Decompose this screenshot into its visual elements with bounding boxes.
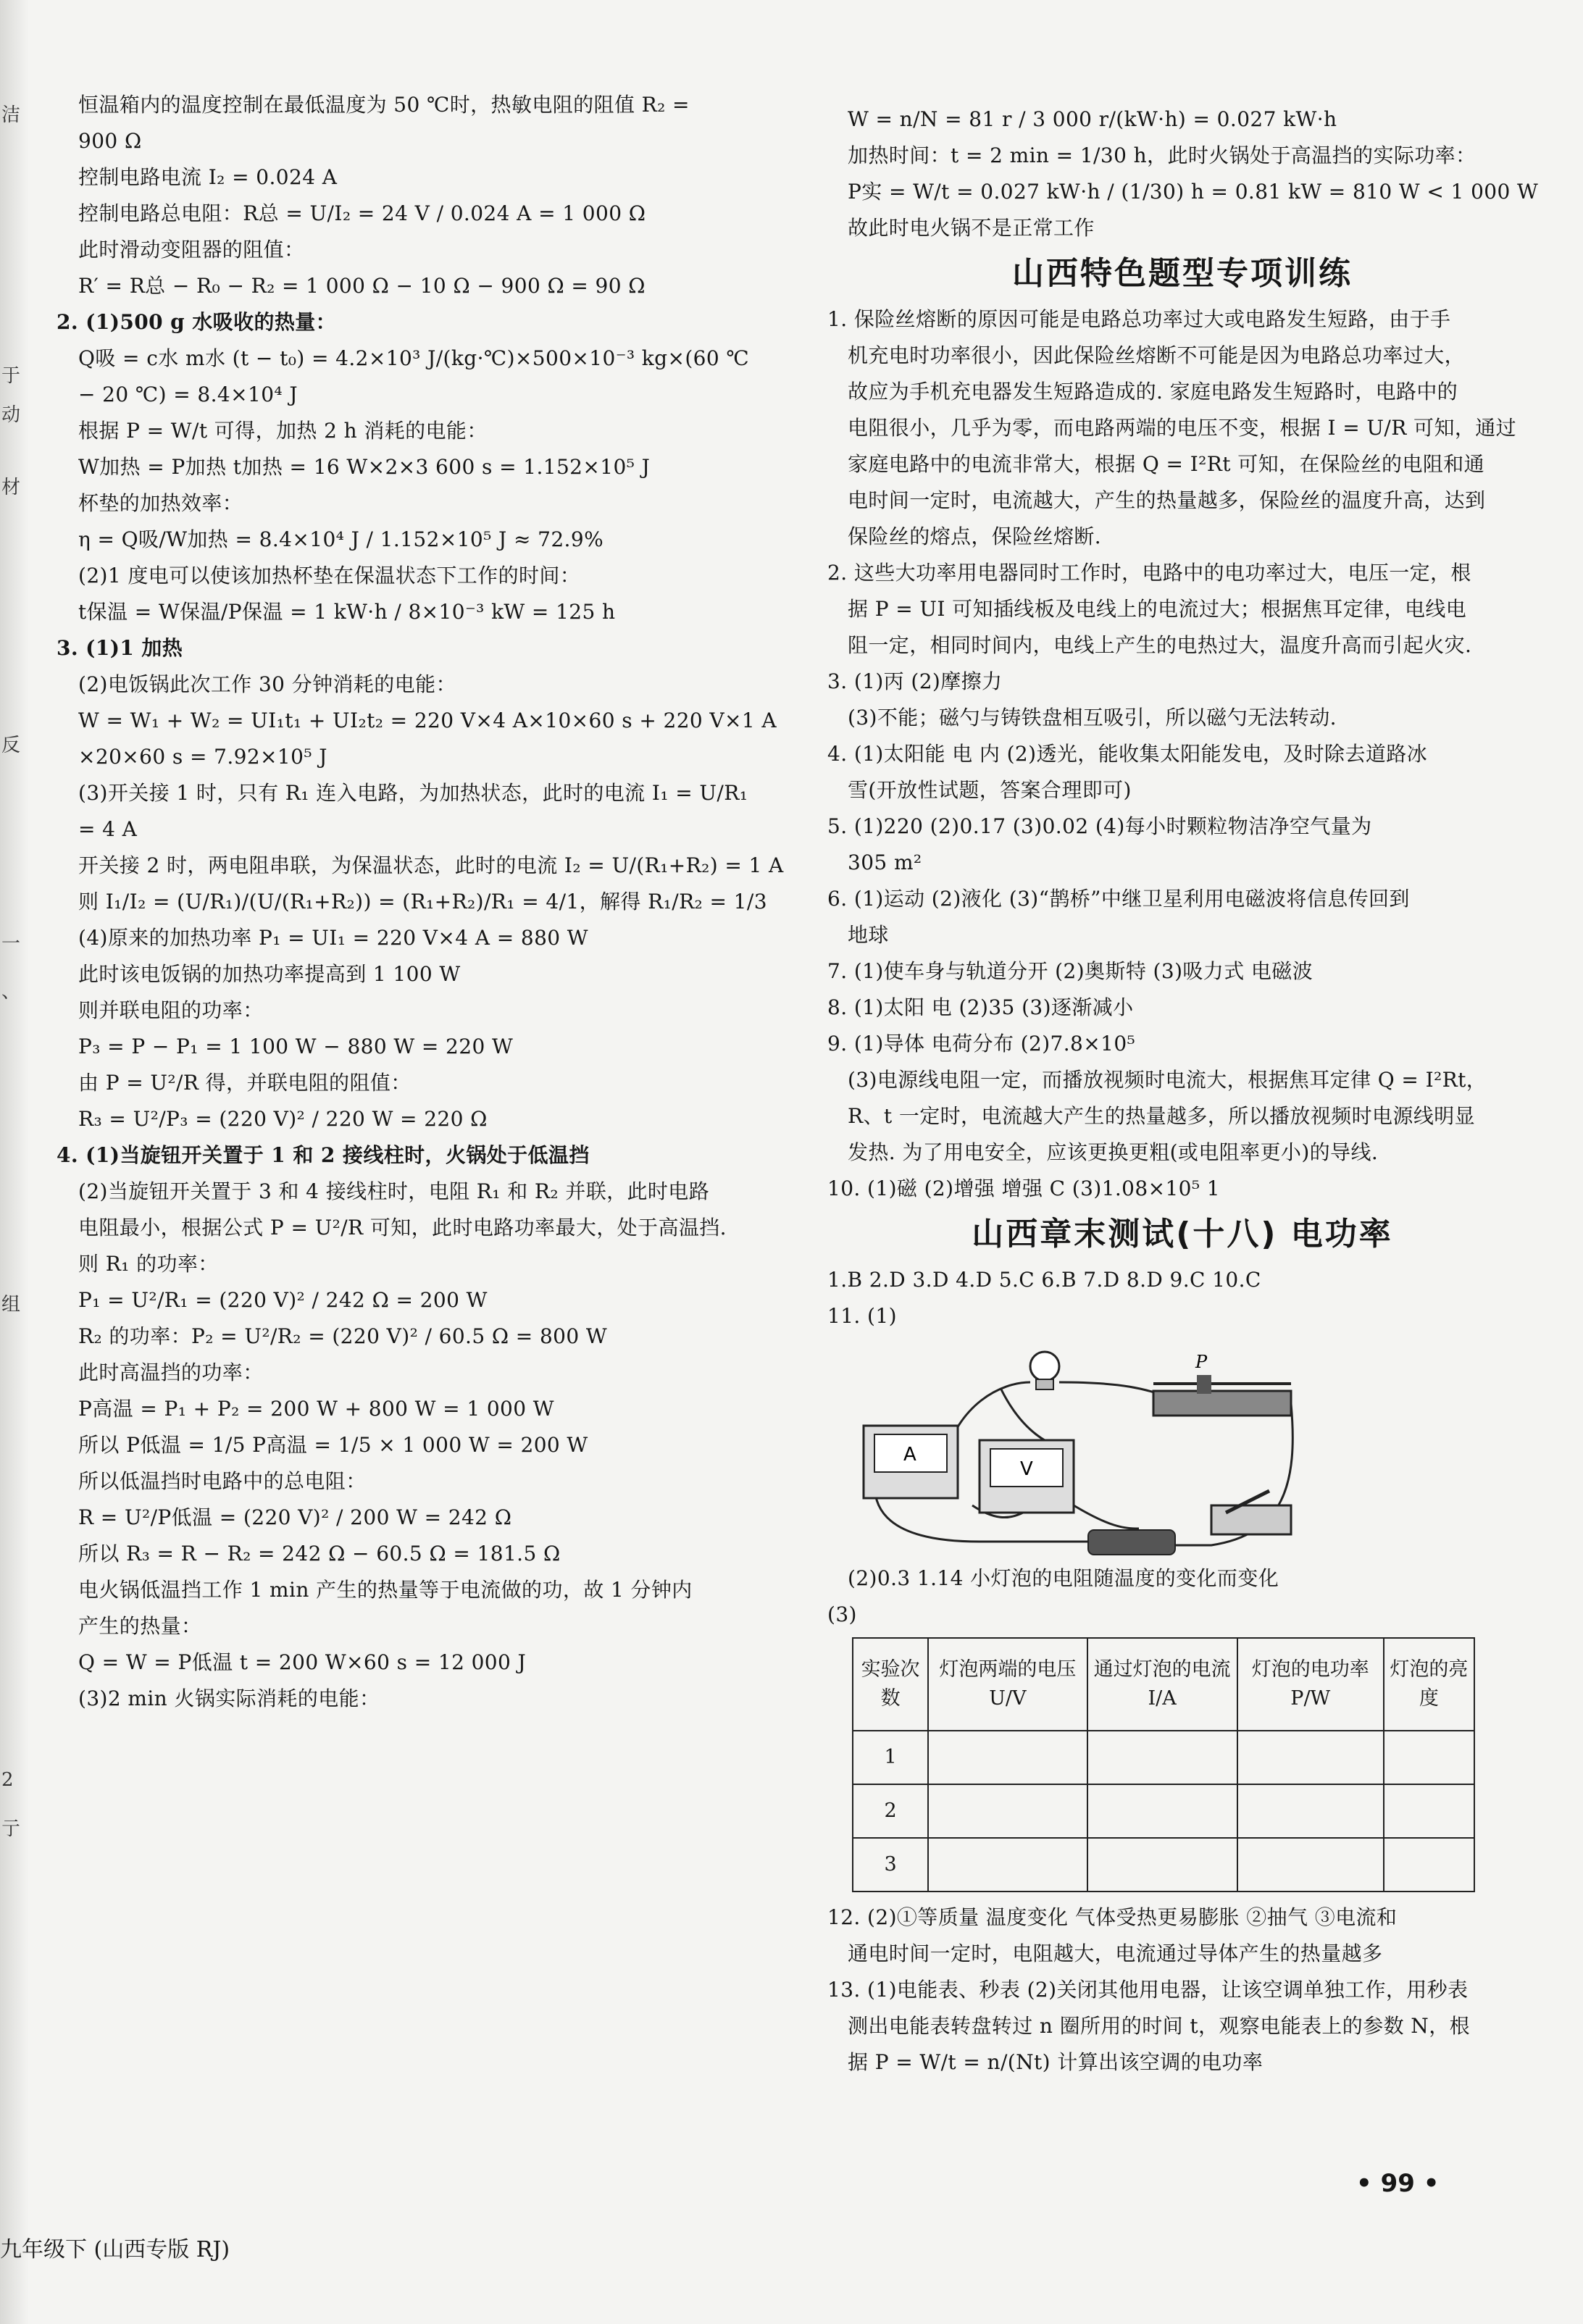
- text-line: 13. (1)电能表、秒表 (2)关闭其他用电器，让该空调单独工作，用秒表: [827, 1978, 1469, 2002]
- table-row: [853, 1784, 1474, 1838]
- section-heading-special-training: 山西特色题型专项训练: [1012, 255, 1353, 292]
- table-header: 实验次数: [853, 1638, 928, 1731]
- table-header-row: [853, 1638, 1474, 1731]
- text-line: 900 Ω: [78, 129, 142, 153]
- text-line: 通电时间一定时，电阻越大，电流通过导体产生的热量越多: [848, 1941, 1383, 1965]
- voltmeter-label: V: [1020, 1458, 1033, 1480]
- text-line: 产生的热量：: [78, 1614, 202, 1638]
- margin-char: 动: [1, 404, 21, 426]
- table-header: 灯泡的亮度: [1384, 1638, 1474, 1731]
- table-cell: [1237, 1731, 1384, 1784]
- text-line: 9. (1)导体 电荷分布 (2)7.8×10⁵: [827, 1032, 1136, 1056]
- text-line: 发热. 为了用电安全，应该更换更粗(或电阻率更小)的导线.: [848, 1140, 1379, 1164]
- question-2: 2. (1)500 g 水吸收的热量：: [57, 310, 337, 334]
- question-11-part3-label: (3): [827, 1602, 857, 1626]
- text-line: 10. (1)磁 (2)增强 增强 C (3)1.08×10⁵ 1: [827, 1176, 1221, 1200]
- voltmeter-icon: [980, 1440, 1074, 1513]
- text-line: 305 m²: [848, 850, 922, 874]
- text-line: 6. (1)运动 (2)液化 (3)“鹊桥”中继卫星利用电磁波将信息传回到: [827, 887, 1410, 911]
- right-column: [806, 101, 1559, 2081]
- battery-icon: [1088, 1530, 1175, 1555]
- table-header: 灯泡的电功率 P/W: [1237, 1638, 1384, 1731]
- text-line: (2)1 度电可以使该加热杯垫在保温状态下工作的时间：: [78, 564, 581, 588]
- text-line: 电火锅低温挡工作 1 min 产生的热量等于电流做的功，故 1 分钟内: [78, 1578, 693, 1602]
- text-line: 电阻很小，几乎为零，而电路两端的电压不变，根据 I = U/R 可知，通过: [848, 416, 1517, 440]
- circuit-diagram-drawing: [835, 1339, 1298, 1556]
- table-row: [853, 1838, 1474, 1892]
- text-line: 所以 R₃ = R − R₂ = 242 Ω − 60.5 Ω = 181.5 Ω: [78, 1542, 561, 1566]
- text-line: P实 = W/t = 0.027 kW·h / (1/30) h = 0.81 kW = 810 W < 1 000 W: [848, 180, 1539, 204]
- text-line: (3)不能；磁勺与铸铁盘相互吸引，所以磁勺无法转动.: [848, 706, 1337, 730]
- text-line: 开关接 2 时，两电阻串联，为保温状态，此时的电流 I₂ = U/(R₁+R₂) = 1 A: [78, 853, 784, 877]
- text-line: P高温 = P₁ + P₂ = 200 W + 800 W = 1 000 W: [78, 1397, 554, 1421]
- text-line: 阻一定，相同时间内，电线上产生的电热过大，温度升高而引起火灾.: [848, 633, 1472, 657]
- section-heading-chapter-test: 山西章末测试(十八) 电功率: [972, 1216, 1393, 1253]
- text-line: = 4 A: [78, 817, 138, 841]
- text-line: 则 I₁/I₂ = (U/R₁)/(U/(R₁+R₂)) = (R₁+R₂)/R₁ = 4/1，解得 R₁/R₂ = 1/3: [78, 890, 767, 914]
- text-line: 杯垫的加热效率：: [78, 491, 243, 515]
- text-line: ×20×60 s = 7.92×10⁵ J: [78, 745, 327, 769]
- rheostat-icon: [1153, 1352, 1291, 1416]
- text-line: (3)开关接 1 时，只有 R₁ 连入电路，为加热状态，此时的电流 I₁ = U/R₁: [78, 781, 748, 805]
- text-line: (4)原来的加热功率 P₁ = UI₁ = 220 V×4 A = 880 W: [78, 926, 588, 950]
- switch-icon: [1211, 1491, 1291, 1534]
- table-cell: 1: [853, 1731, 928, 1784]
- page-binding-edge: [0, 0, 29, 2324]
- text-line: 所以低温挡时电路中的总电阻：: [78, 1469, 367, 1493]
- question-4: 4. (1)当旋钮开关置于 1 和 2 接线柱时，火锅处于低温挡: [57, 1143, 590, 1167]
- text-line: − 20 ℃) = 8.4×10⁴ J: [78, 383, 298, 406]
- text-line: 8. (1)太阳 电 (2)35 (3)逐渐减小: [827, 995, 1134, 1019]
- margin-char: 洁: [1, 104, 21, 126]
- text-line: 家庭电路中的电流非常大，根据 Q = I²Rt 可知，在保险丝的电阻和通: [848, 452, 1485, 476]
- text-line: t保温 = W保温/P保温 = 1 kW·h / 8×10⁻³ kW = 125 h: [78, 600, 616, 624]
- table-cell: [1237, 1784, 1384, 1838]
- text-line: 此时该电饭锅的加热功率提高到 1 100 W: [78, 962, 461, 986]
- text-line: 保险丝的熔点，保险丝熔断.: [848, 524, 1102, 548]
- wire: [1074, 1505, 1139, 1529]
- text-line: 地球: [848, 923, 889, 947]
- text-line: R′ = R总 − R₀ − R₂ = 1 000 Ω − 10 Ω − 900 Ω = 90 Ω: [78, 274, 646, 298]
- margin-char: 材: [1, 477, 21, 498]
- text-line: 据 P = W/t = n/(Nt) 计算出该空调的电功率: [848, 2050, 1264, 2074]
- text-line: 4. (1)太阳能 电 内 (2)透光，能收集太阳能发电，及时除去道路冰: [827, 742, 1428, 766]
- text-line: 则 R₁ 的功率：: [78, 1252, 219, 1276]
- text-line: (2)电饭锅此次工作 30 分钟消耗的电能：: [78, 672, 456, 696]
- text-line: 机充电时功率很小，因此保险丝熔断不可能是因为电路总功率过大，: [848, 343, 1466, 367]
- text-line: P₁ = U²/R₁ = (220 V)² / 242 Ω = 200 W: [78, 1288, 488, 1312]
- text-line: W加热 = P加热 t加热 = 16 W×2×3 600 s = 1.152×10⁵ J: [78, 455, 651, 479]
- table-header: 灯泡两端的电压 U/V: [928, 1638, 1087, 1731]
- left-column: [57, 87, 784, 1717]
- question-3: 3. (1)1 加热: [57, 636, 183, 660]
- margin-char: 组: [1, 1294, 21, 1316]
- ammeter-icon: [864, 1426, 958, 1498]
- text-line: 故此时电火锅不是正常工作: [848, 216, 1095, 240]
- text-line: 根据 P = W/t 可得，加热 2 h 消耗的电能：: [78, 419, 488, 443]
- slider-label: P: [1195, 1352, 1208, 1372]
- text-line: P₃ = P − P₁ = 1 100 W − 880 W = 220 W: [78, 1034, 514, 1058]
- circuit-diagram: [835, 1339, 1559, 1556]
- table-cell: [1384, 1731, 1474, 1784]
- text-line: R = U²/P低温 = (220 V)² / 200 W = 242 Ω: [78, 1505, 512, 1529]
- text-line: (3)电源线电阻一定，而播放视频时电流大，根据焦耳定律 Q = I²Rt，: [848, 1068, 1487, 1092]
- margin-char: 反: [1, 735, 21, 756]
- text-line: R₂ 的功率：P₂ = U²/R₂ = (220 V)² / 60.5 Ω = 800 W: [78, 1324, 608, 1348]
- page-number: • 99 •: [1356, 2169, 1440, 2198]
- table-cell: [928, 1731, 1087, 1784]
- text-line: 3. (1)丙 (2)摩擦力: [827, 669, 1003, 693]
- text-line: 雪(开放性试题，答案合理即可): [848, 778, 1132, 802]
- text-line: 1. 保险丝熔断的原因可能是电路总功率过大或电路发生短路，由于手: [827, 307, 1451, 331]
- text-line: (3)2 min 火锅实际消耗的电能：: [78, 1686, 380, 1710]
- table-cell: 3: [853, 1838, 928, 1892]
- text-line: 则并联电阻的功率：: [78, 998, 264, 1022]
- margin-char: 2: [1, 1769, 14, 1791]
- text-line: 加热时间：t = 2 min = 1/30 h，此时火锅处于高温挡的实际功率：: [848, 143, 1477, 167]
- text-line: W = n/N = 81 r / 3 000 r/(kW·h) = 0.027 kW·h: [848, 107, 1337, 131]
- text-line: 恒温箱内的温度控制在最低温度为 50 ℃时，热敏电阻的阻值 R₂ =: [78, 93, 690, 117]
- text-line: Q = W = P低温 t = 200 W×60 s = 12 000 J: [78, 1650, 527, 1674]
- text-line: R₃ = U²/P₃ = (220 V)² / 220 W = 220 Ω: [78, 1107, 488, 1131]
- table-cell: [1087, 1731, 1237, 1784]
- text-line: R、t 一定时，电流越大产生的热量越多，所以播放视频时电源线明显: [848, 1104, 1476, 1128]
- ammeter-label: A: [903, 1444, 916, 1466]
- table-cell: [1384, 1784, 1474, 1838]
- table-header: 通过灯泡的电流 I/A: [1087, 1638, 1237, 1731]
- table-cell: 2: [853, 1784, 928, 1838]
- text-line: 2. 这些大功率用电器同时工作时，电路中的电功率过大，电压一定，根: [827, 561, 1471, 585]
- text-line: 故应为手机充电器发生短路造成的. 家庭电路发生短路时，电路中的: [848, 380, 1458, 404]
- question-11-label: 11. (1): [827, 1304, 897, 1328]
- text-line: 此时滑动变阻器的阻值：: [78, 238, 305, 262]
- text-line: 7. (1)使车身与轨道分开 (2)奥斯特 (3)吸力式 电磁波: [827, 959, 1313, 983]
- text-line: 电时间一定时，电流越大，产生的热量越多，保险丝的温度升高，达到: [848, 488, 1486, 512]
- table-cell: [1087, 1784, 1237, 1838]
- text-line: 据 P = UI 可知插线板及电线上的电流过大；根据焦耳定律，电线电: [848, 597, 1467, 621]
- text-line: 12. (2)①等质量 温度变化 气体受热更易膨胀 ②抽气 ③电流和: [827, 1905, 1398, 1929]
- text-line: W = W₁ + W₂ = UI₁t₁ + UI₂t₂ = 220 V×4 A×10×60 s + 220 V×1 A: [78, 709, 777, 732]
- wire: [1059, 1382, 1168, 1397]
- margin-char: 、: [1, 981, 21, 1003]
- text-line: 此时高温挡的功率：: [78, 1360, 264, 1384]
- experiment-table: [852, 1637, 1475, 1892]
- text-line: 电阻最小，根据公式 P = U²/R 可知，此时电路功率最大，处于高温挡.: [78, 1216, 727, 1240]
- text-line: (2)当旋钮开关置于 3 和 4 接线柱时，电阻 R₁ 和 R₂ 并联，此时电路: [78, 1179, 710, 1203]
- table-cell: [1237, 1838, 1384, 1892]
- text-line: 5. (1)220 (2)0.17 (3)0.02 (4)每小时颗粒物洁净空气量为: [827, 814, 1372, 838]
- text-line: 测出电能表转盘转过 n 圈所用的时间 t，观察电能表上的参数 N，根: [848, 2014, 1470, 2038]
- text-line: (2)0.3 1.14 小灯泡的电阻随温度的变化而变化: [848, 1566, 1279, 1590]
- wire: [1001, 1389, 1066, 1447]
- text-line: Q吸 = c水 m水 (t − t₀) = 4.2×10³ J/(kg·℃)×500×10⁻³ kg×(60 ℃: [78, 346, 750, 370]
- table-cell: [1384, 1838, 1474, 1892]
- table-cell: [1087, 1838, 1237, 1892]
- light-bulb-icon: [1030, 1352, 1059, 1389]
- text-line: 控制电路总电阻：R总 = U/I₂ = 24 V / 0.024 A = 1 000 Ω: [78, 201, 646, 225]
- footer-grade-label: 九年级下 (山西专版 RJ): [0, 2237, 230, 2262]
- text-line: 由 P = U²/R 得，并联电阻的阻值：: [78, 1071, 412, 1095]
- table-cell: [928, 1838, 1087, 1892]
- text-line: 控制电路电流 I₂ = 0.024 A: [78, 165, 338, 189]
- text-line: 所以 P低温 = 1/5 P高温 = 1/5 × 1 000 W = 200 W: [78, 1433, 588, 1457]
- table-row: [853, 1731, 1474, 1784]
- text-line: η = Q吸/W加热 = 8.4×10⁴ J / 1.152×10⁵ J ≈ 72.9%: [78, 527, 604, 551]
- table-cell: [928, 1784, 1087, 1838]
- margin-char: 于: [1, 365, 21, 387]
- margin-char: 亍: [1, 1818, 21, 1840]
- multiple-choice-answers: 1.B 2.D 3.D 4.D 5.C 6.B 7.D 8.D 9.C 10.C: [827, 1268, 1261, 1292]
- margin-char: 一: [1, 933, 21, 955]
